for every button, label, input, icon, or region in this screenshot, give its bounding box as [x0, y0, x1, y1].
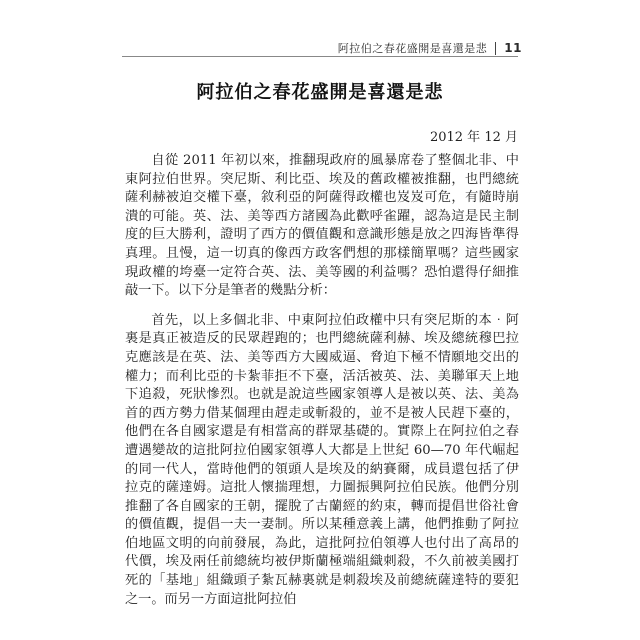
running-header: [338, 40, 522, 56]
header-rule: [122, 56, 518, 57]
running-title: 阿拉伯之春花盛開是喜還是悲: [337, 42, 488, 55]
article-body: [125, 152, 519, 620]
page-number: 11: [504, 41, 522, 55]
paragraph: 自從 2011 年初以來，推翻現政府的風暴席卷了整個北非、中東阿拉伯世界。突尼斯、利比亞、埃及的舊政權被推翻，也門總統薩利赫被迫交權下臺，敘利亞的阿薩得政權也岌岌可危，有隨時崩潰的可能。英、法、美等西方諸國為此歡呼雀躍，認為這是民主制度的巨大勝利，證明了西方的價值觀和意識形態是放之四海皆準得真理。且慢，這一切真的像西方政客們想的那樣簡單嗎？這些國家現政權的垮臺一定符合英、法、美等國的利益嗎？恐怕還得仔細推敲一下。以下分是筆者的幾點分析：: [125, 153, 519, 299]
article-date: 2012 年 12 月: [429, 130, 518, 145]
header-separator: [495, 42, 496, 55]
article-title: 阿拉伯之春花盛開是喜還是悲: [196, 82, 444, 103]
paragraph: 首先，以上多個北非、中東阿拉伯政權中只有突尼斯的本‧阿裏是真正被造反的民眾趕跑的；也門總統薩利赫、埃及總統穆巴拉克應該是在英、法、美等西方大國威逼、脅迫下極不情願地交出的權力；而利比亞的卡紮菲拒不下臺，活活被英、法、美聯軍天上地下追殺，死狀慘烈。也就是說這些國家領導人是被以英、法、美為首的西方勢力借某個理由趕走或斬殺的，並不是被人民趕下臺的，他們在各自國家還是有相當高的群眾基礎的。實際上在阿拉伯之春遭遇變故的這批阿拉伯國家領導人大都是上世紀 60—70 年代崛起的同一代人，當時他們的領頭人是埃及的納賽爾，成員還包括了伊拉克的薩達姆。這批人懷揣理想，力圖振興阿拉伯民族。他們分別推翻了各自國家的王朝，擺脫了古蘭經的約束，轉而提倡世俗社會的價值觀，提倡一夫一妻制。所以某種意義上講，他們推動了阿拉伯地區文明的向前發展，為此，這批阿拉伯領導人也付出了高昂的代價，埃及兩任前總統均被伊斯蘭極端組織刺殺，不久前被美國打死的「基地」組織頭子紮瓦赫裏就是刺殺埃及前總統薩達特的要犯之一。而另一方面這批阿拉伯: [125, 312, 519, 607]
